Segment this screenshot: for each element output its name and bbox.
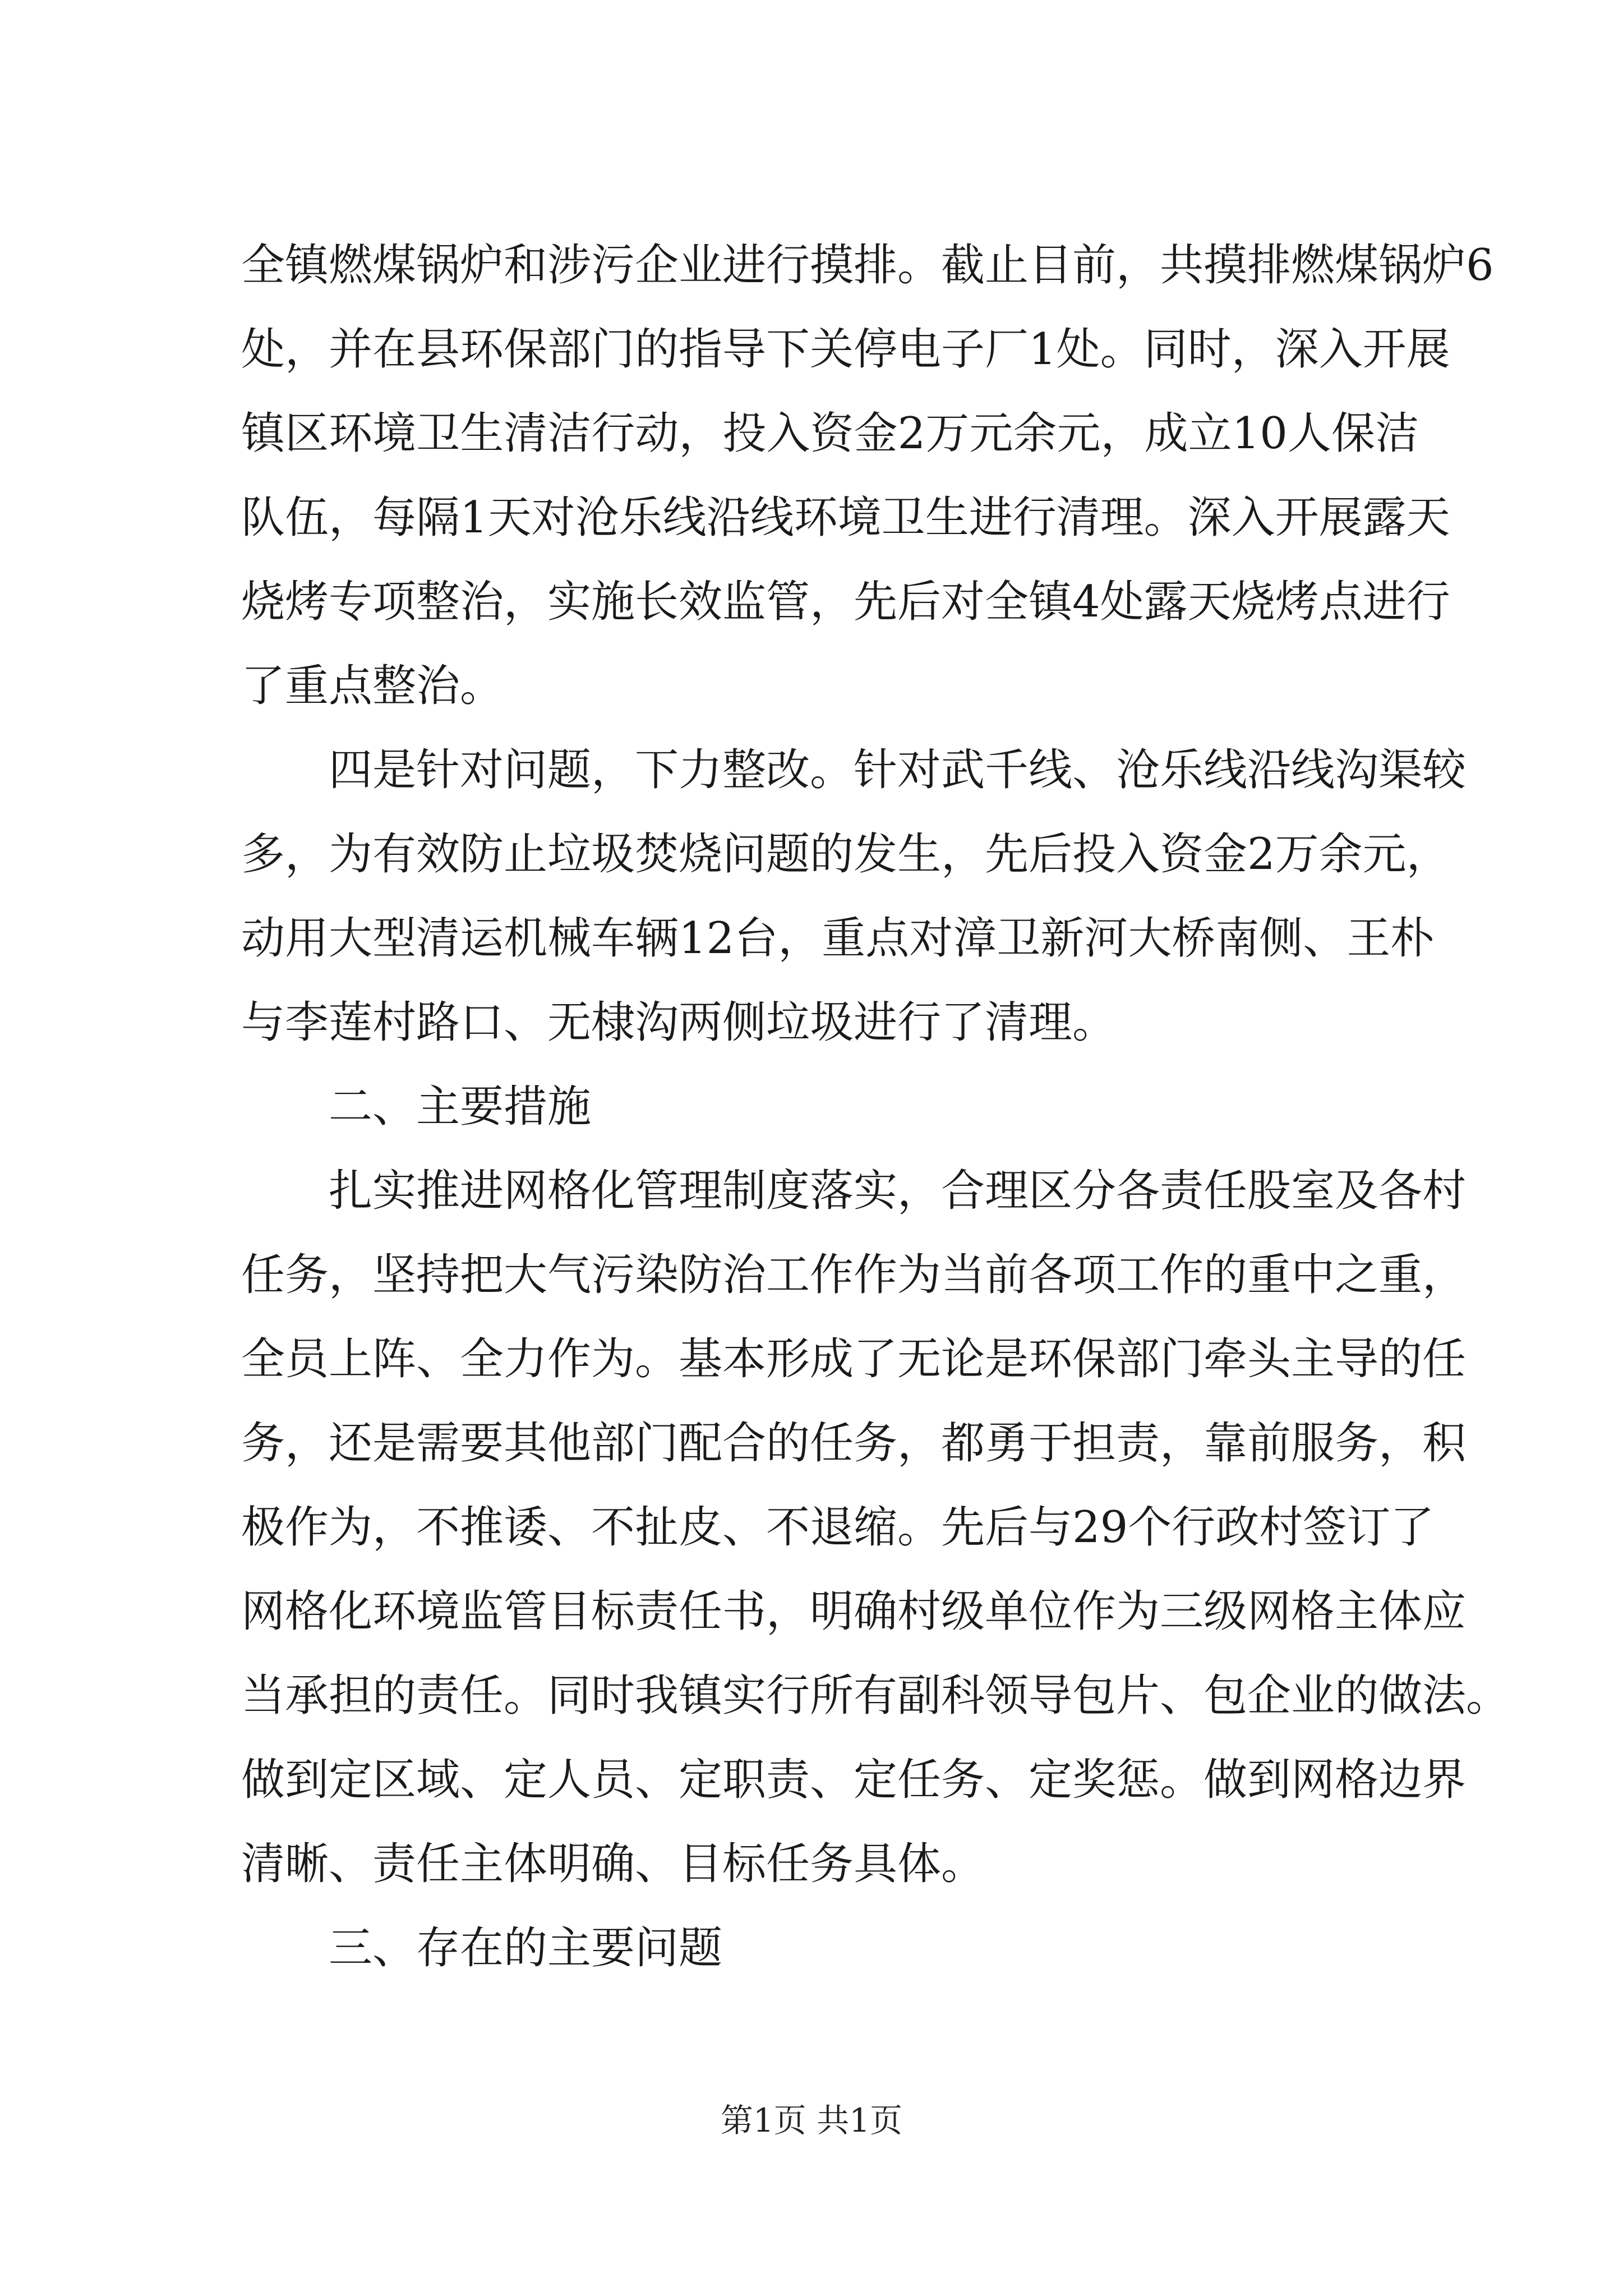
text-line: 全员上阵、全力作为。基本形成了无论是环保部门牵头主导的任	[241, 1334, 1467, 1384]
text-line: 清晰、责任主体明确、目标任务具体。	[241, 1839, 985, 1889]
text-line: 动用大型清运机械车辆12台，重点对漳卫新河大桥南侧、王朴	[241, 913, 1435, 964]
text-line: 网格化环境监管目标责任书，明确村级单位作为三级网格主体应	[241, 1586, 1467, 1637]
text-line: 与李莲村路口、无棣沟两侧垃圾进行了清理。	[241, 997, 1117, 1048]
text-line: 务，还是需要其他部门配合的任务，都勇于担责，靠前服务，积	[241, 1418, 1467, 1469]
section-heading: 三、存在的主要问题	[329, 1923, 723, 1973]
text-line: 当承担的责任。同时我镇实行所有副科领导包片、包企业的做法。	[241, 1671, 1510, 1721]
text-line: 镇区环境卫生清洁行动，投入资金2万元余元，成立10人保洁	[241, 408, 1419, 459]
text-line: 做到定区域、定人员、定职责、定任务、定奖惩。做到网格边界	[241, 1755, 1467, 1805]
paragraph-start-line: 扎实推进网格化管理制度落实，合理区分各责任股室及各村	[329, 1166, 1467, 1216]
text-line: 多，为有效防止垃圾焚烧问题的发生，先后投入资金2万余元，	[241, 829, 1450, 880]
text-line: 了重点整治。	[241, 661, 504, 711]
section-heading: 二、主要措施	[329, 1082, 592, 1132]
text-line: 处，并在县环保部门的指导下关停电子厂1处。同时，深入开展	[241, 324, 1450, 375]
text-line: 任务，坚持把大气污染防治工作作为当前各项工作的重中之重，	[241, 1250, 1467, 1300]
text-line: 极作为，不推诿、不扯皮、不退缩。先后与29个行政村签订了	[241, 1502, 1435, 1553]
text-line: 烧烤专项整治，实施长效监管，先后对全镇4处露天烧烤点进行	[241, 577, 1450, 627]
text-line: 全镇燃煤锅炉和涉污企业进行摸排。截止目前，共摸排燃煤锅炉6	[241, 240, 1494, 291]
document-body	[241, 223, 1510, 1990]
text-line: 队伍，每隔1天对沧乐线沿线环境卫生进行清理。深入开展露天	[241, 493, 1450, 543]
paragraph-start-line: 四是针对问题，下力整改。针对武千线、沧乐线沿线沟渠较	[329, 745, 1467, 795]
page-number-footer: 第1页 共1页	[720, 2101, 903, 2139]
